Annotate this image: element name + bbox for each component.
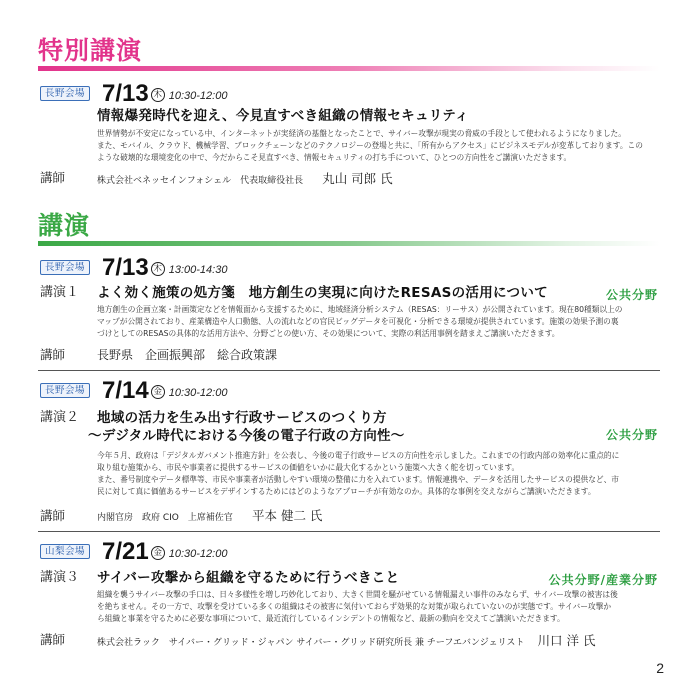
lecture2-number: 講演２ [40, 410, 80, 425]
weekday-circle: 木 [151, 262, 165, 276]
special-section-title: 特別講演 [38, 36, 143, 65]
desc-line: 世界情勢が不安定になっている中、インターネットが実経済の基盤となったことで、サイバー攻撃が現実の脅威の手段として使われるようになりました。 [97, 129, 626, 138]
speaker-label: 講師 [40, 170, 66, 185]
special-date-row [40, 80, 227, 106]
lecture3-field-tag: 公共分野/産業分野 [548, 573, 658, 587]
lecture3-title: サイバー攻撃から組織を守るために行うべきこと [97, 570, 400, 586]
special-speaker [97, 168, 393, 187]
desc-line: 組織を襲うサイバー攻撃の手口は、日々多様性を増し巧妙化しており、大きく世間を騒がせている情報漏えい事件のみならず、サイバー攻撃の被害は後 [97, 590, 618, 599]
lecture3-date-row [40, 538, 227, 564]
lecture2-title: 地域の活力を生み出す行政サービスのつくり方 [97, 410, 387, 426]
lectures-section-title: 講演 [38, 211, 91, 240]
desc-line: づけとしてのRESASの具体的な活用方法や、分野ごとの使い方、その効果について、実際の利活用事例を踏まえご講演いただきます。 [97, 329, 560, 338]
desc-line: 今年５月、政府は「デジタルガバメント推進方針」を公表し、今後の電子行政サービスの方向性を示しました。これまでの行政内部の効率化に重点的に [97, 451, 620, 460]
speaker-label: 講師 [40, 508, 66, 523]
venue-badge: 山梨会場 [40, 544, 90, 559]
event-time: 10:30-12:00 [168, 90, 228, 102]
speaker-organization: 株式会社ラック サイバー・グリッド・ジャパン サイバー・グリッド研究所長 兼 チーフエバンジェリスト [97, 638, 525, 648]
lecture2-subtitle: ～デジタル時代における今後の電子行政の方向性～ [88, 428, 405, 444]
lecture1-description [97, 304, 662, 340]
speaker-name: 平本 健二 氏 [251, 508, 323, 523]
event-date: 7/13 [102, 254, 149, 281]
speaker-name: 丸山 司郎 氏 [322, 171, 393, 186]
lectures-section-rule [38, 241, 660, 246]
speaker-name: 川口 洋 氏 [537, 633, 596, 648]
speaker-label: 講師 [40, 347, 66, 362]
divider [38, 531, 660, 532]
desc-line: 取り組む施策から、市民や事業者に提供するサービスの価値をいかに最大化するかという施策へ大きく舵を切っています。 [97, 463, 520, 472]
weekday-circle: 金 [151, 385, 165, 399]
weekday-circle: 木 [151, 88, 165, 102]
desc-line: また、モバイル、クラウド、機械学習、ブロックチェーンなどのテクノロジーの登場と共に、「所有からアクセス」にビジネスモデルが変革しております。この [97, 141, 643, 150]
lecture1-date-row [40, 254, 227, 280]
lecture2-field-tag: 公共分野 [605, 428, 658, 442]
desc-line: を絶ちません。その一方で、攻撃を受けている多くの組織はその被害に気付いておらず効果的な対策が取られていないのが実態です。サイバー攻撃か [97, 602, 612, 611]
lecture1-number: 講演１ [40, 285, 80, 300]
special-description [97, 128, 662, 164]
event-time: 13:00-14:30 [168, 264, 228, 276]
lecture1-speaker [97, 344, 277, 363]
divider [38, 370, 660, 371]
venue-badge: 長野会場 [40, 86, 90, 101]
event-time: 10:30-12:00 [168, 387, 228, 399]
desc-line: また、番号制度やデータ標準等、市民や事業者が活動しやすい環境の整備に力を入れています。情報連携や、データを活用したサービスの提供など、市 [97, 475, 619, 484]
event-time: 10:30-12:00 [168, 548, 228, 560]
weekday-circle: 金 [151, 546, 165, 560]
desc-line: マップが公開されており、産業構造や人口動態、人の流れなどの官民ビッグデータを可視化・分析できる環境が提供されています。施策の効果予測の裏 [97, 317, 619, 326]
desc-line: ら組織と事業を守るために必要な事項について、最近流行しているインシデントの情報など、最新の動向を交えてご講演いただきます。 [97, 614, 565, 623]
lecture1-title: よく効く施策の処方箋 地方創生の実現に向けたRESASの活用について [97, 285, 548, 301]
lecture1-field-tag: 公共分野 [605, 288, 658, 302]
desc-line: ような破壊的な環境変化の中で、今だからこそ見直すべき、情報セキュリティの打ち手について、ひとつの方向性をご講演いただきます。 [97, 153, 572, 162]
venue-badge: 長野会場 [40, 383, 90, 398]
lecture2-date-row [40, 377, 227, 403]
event-date: 7/13 [102, 80, 149, 107]
lecture3-description [97, 589, 662, 625]
speaker-organization: 長野県 企画振興部 総合政策課 [97, 348, 278, 362]
special-section-rule [38, 66, 660, 71]
lecture3-number: 講演３ [40, 570, 80, 585]
lecture2-speaker [97, 505, 322, 524]
page-number: 2 [656, 660, 664, 676]
event-date: 7/14 [102, 377, 149, 404]
speaker-label: 講師 [40, 632, 66, 647]
venue-badge: 長野会場 [40, 260, 90, 275]
special-talk-title: 情報爆発時代を迎え、今見直すべき組織の情報セキュリティ [97, 108, 469, 124]
event-date: 7/21 [102, 538, 149, 565]
desc-line: 地方創生の企画立案・計画策定などを情報面から支援するために、地域経済分析システム（RESAS：リーサス）が公開されています。現在80種類以上の [97, 305, 623, 314]
speaker-organization: 株式会社ベネッセインフォシェル 代表取締役社長 [97, 176, 304, 186]
speaker-organization: 内閣官房 政府 CIO 上席補佐官 [97, 513, 233, 523]
desc-line: 民に対して真に価値あるサービスをデザインするためにはどのようなアプローチが有効なのか。具体的な事例を交えながらご講演いただきます。 [97, 487, 596, 496]
lecture2-description [97, 450, 662, 498]
lecture3-speaker [97, 630, 595, 649]
